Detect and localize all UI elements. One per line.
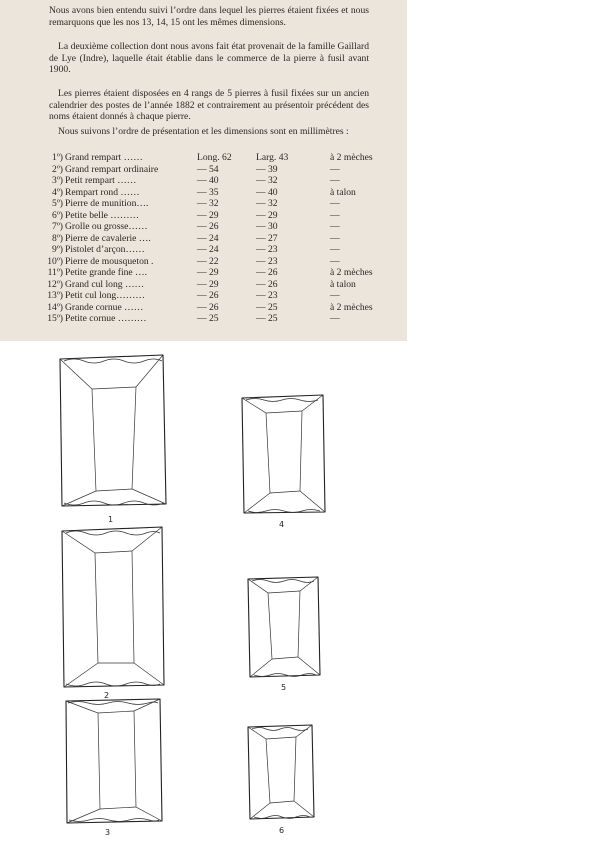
row-number: 11º) xyxy=(47,267,63,278)
flint-length: — 22 xyxy=(197,255,219,267)
flint-length: — 54 xyxy=(197,163,219,175)
table-row xyxy=(40,290,370,302)
flint-length: — 24 xyxy=(197,244,219,255)
table-row xyxy=(40,301,373,314)
flint-remark: — xyxy=(330,290,340,301)
flint-figure-1 xyxy=(60,355,166,524)
table-row xyxy=(40,267,373,279)
table-row xyxy=(40,210,370,222)
table-row xyxy=(40,152,373,164)
flint-remark: à 2 mèches xyxy=(330,152,373,163)
flint-width: — 30 xyxy=(256,221,278,232)
flint-remark: à 2 mèches xyxy=(330,267,373,278)
table-row xyxy=(40,198,370,210)
flint-length: — 24 xyxy=(197,232,219,244)
flint-dimensions-table xyxy=(40,152,373,325)
row-number: 14º) xyxy=(47,301,63,313)
table-row xyxy=(40,256,370,268)
flint-length: — 29 xyxy=(197,209,219,221)
scanned-page-excerpt xyxy=(0,0,407,341)
flint-width: — 25 xyxy=(256,313,278,324)
flint-name: Grolle ou grosse…… xyxy=(65,221,148,232)
flint-length: — 35 xyxy=(197,186,219,198)
flint-length: — 26 xyxy=(197,290,219,301)
flint-remark: — xyxy=(330,209,340,221)
flint-length: — 32 xyxy=(197,198,219,209)
flint-name: Grand rempart ordinaire xyxy=(65,163,159,175)
paragraph-order: Nous avons bien entendu suivi l’ordre dans lequel les pierres étaient fixées et nous remarquons que les nos 13, 14, 15 ont les mêmes dimensions. xyxy=(49,5,369,28)
flint-width: — 23 xyxy=(256,255,278,267)
table-row xyxy=(40,233,370,245)
row-number: 4º) xyxy=(52,186,63,198)
flint-remark: — xyxy=(330,163,340,175)
flint-length: — 26 xyxy=(197,221,219,232)
flint-length: — 40 xyxy=(197,175,219,186)
figure-label-3: 3 xyxy=(105,828,111,837)
table-row xyxy=(40,279,370,291)
flint-width: — 32 xyxy=(256,198,278,209)
flint-figure-6 xyxy=(248,725,314,835)
table-row xyxy=(40,164,370,176)
flint-width: — 40 xyxy=(256,186,278,198)
row-number: 7º) xyxy=(52,221,63,232)
flint-drawings-svg xyxy=(0,341,595,842)
flint-length: — 29 xyxy=(197,278,219,290)
flint-width: — 39 xyxy=(256,163,278,175)
flint-width: — 32 xyxy=(256,175,278,186)
row-number: 6º) xyxy=(52,209,63,221)
flint-name: Petit cul long……… xyxy=(65,290,145,301)
paragraph-arrangement: Les pierres étaient disposées en 4 rangs de 5 pierres à fusil fixées sur un ancien calendrier des postes de l’année 1882 et contrairement au présentoir précédent des noms étaient donnés à chaque pierre. xyxy=(49,88,369,123)
flint-remark: — xyxy=(330,221,340,232)
flint-name: Rempart rond …… xyxy=(65,186,140,198)
flint-length: Long. 62 xyxy=(197,152,232,163)
flint-name: Petit rempart …… xyxy=(65,175,137,186)
row-number: 9º) xyxy=(52,244,63,255)
table-row xyxy=(40,221,370,233)
flint-name: Grand cul long …… xyxy=(65,278,145,290)
flint-name: Petite cornue ……… xyxy=(65,313,147,324)
row-number: 3º) xyxy=(52,175,63,186)
flint-remark: à 2 mèches xyxy=(330,301,373,313)
paragraph-second-collection: La deuxième collection dont nous avons fait état provenait de la famille Gaillard de Lye (Indre), laquelle était établie dans le commerce de la pierre à fusil avant 1900. xyxy=(49,41,369,76)
flint-width: Larg. 43 xyxy=(256,152,289,163)
row-number: 13º) xyxy=(47,290,63,301)
flint-name: Petite grande fine …. xyxy=(65,267,148,278)
table-row xyxy=(40,187,370,199)
row-number: 12º) xyxy=(47,278,63,290)
figure-label-4: 4 xyxy=(279,520,285,529)
row-number: 5º) xyxy=(52,198,63,209)
flint-remark: — xyxy=(330,255,340,267)
flint-remark: à talon xyxy=(330,278,356,290)
table-row xyxy=(40,175,370,187)
flint-figure-4 xyxy=(242,395,325,529)
flint-length: — 25 xyxy=(197,313,219,324)
flint-length: — 29 xyxy=(197,267,219,278)
flint-remark: — xyxy=(330,244,340,255)
flint-width: — 26 xyxy=(256,278,278,290)
flint-name: Pierre de cavalerie …. xyxy=(65,232,151,244)
figure-label-6: 6 xyxy=(279,826,285,835)
flint-remark: — xyxy=(330,175,340,186)
flint-width: — 23 xyxy=(256,244,278,255)
table-row xyxy=(40,244,370,256)
figure-label-1: 1 xyxy=(108,515,114,524)
flint-width: — 26 xyxy=(256,267,278,278)
row-number: 15º) xyxy=(47,313,63,324)
paragraph-dimensions-intro: Nous suivons l’ordre de présentation et les dimensions sont en millimètres : xyxy=(58,126,349,137)
flint-figure-5 xyxy=(248,577,320,692)
flint-width: — 27 xyxy=(256,232,278,244)
flint-name: Grande cornue …… xyxy=(65,301,144,313)
flint-name: Grand rempart …… xyxy=(65,152,143,163)
flint-remark: — xyxy=(330,313,340,324)
flint-remark: — xyxy=(330,198,340,209)
row-number: 8º) xyxy=(52,232,63,244)
flint-figure-2 xyxy=(62,527,164,700)
figure-label-5: 5 xyxy=(281,683,287,692)
row-number: 10º) xyxy=(47,255,63,267)
flint-name: Pierre de mousqueton . xyxy=(65,255,154,267)
flint-width: — 23 xyxy=(256,290,278,301)
flint-figure-3 xyxy=(66,699,162,837)
flint-length: — 26 xyxy=(197,301,219,313)
flint-name: Pierre de munition…. xyxy=(65,198,149,209)
flint-width: — 29 xyxy=(256,209,278,221)
row-number: 1º) xyxy=(52,152,63,163)
flint-drawings xyxy=(0,341,595,842)
flint-width: — 25 xyxy=(256,301,278,313)
flint-remark: à talon xyxy=(330,186,356,198)
flint-remark: — xyxy=(330,232,340,244)
row-number: 2º) xyxy=(52,163,63,175)
flint-name: Petite belle ……… xyxy=(65,209,140,221)
flint-name: Pistolet d’arçon…… xyxy=(65,244,145,255)
figure-label-2: 2 xyxy=(104,691,110,700)
table-row xyxy=(40,313,370,325)
